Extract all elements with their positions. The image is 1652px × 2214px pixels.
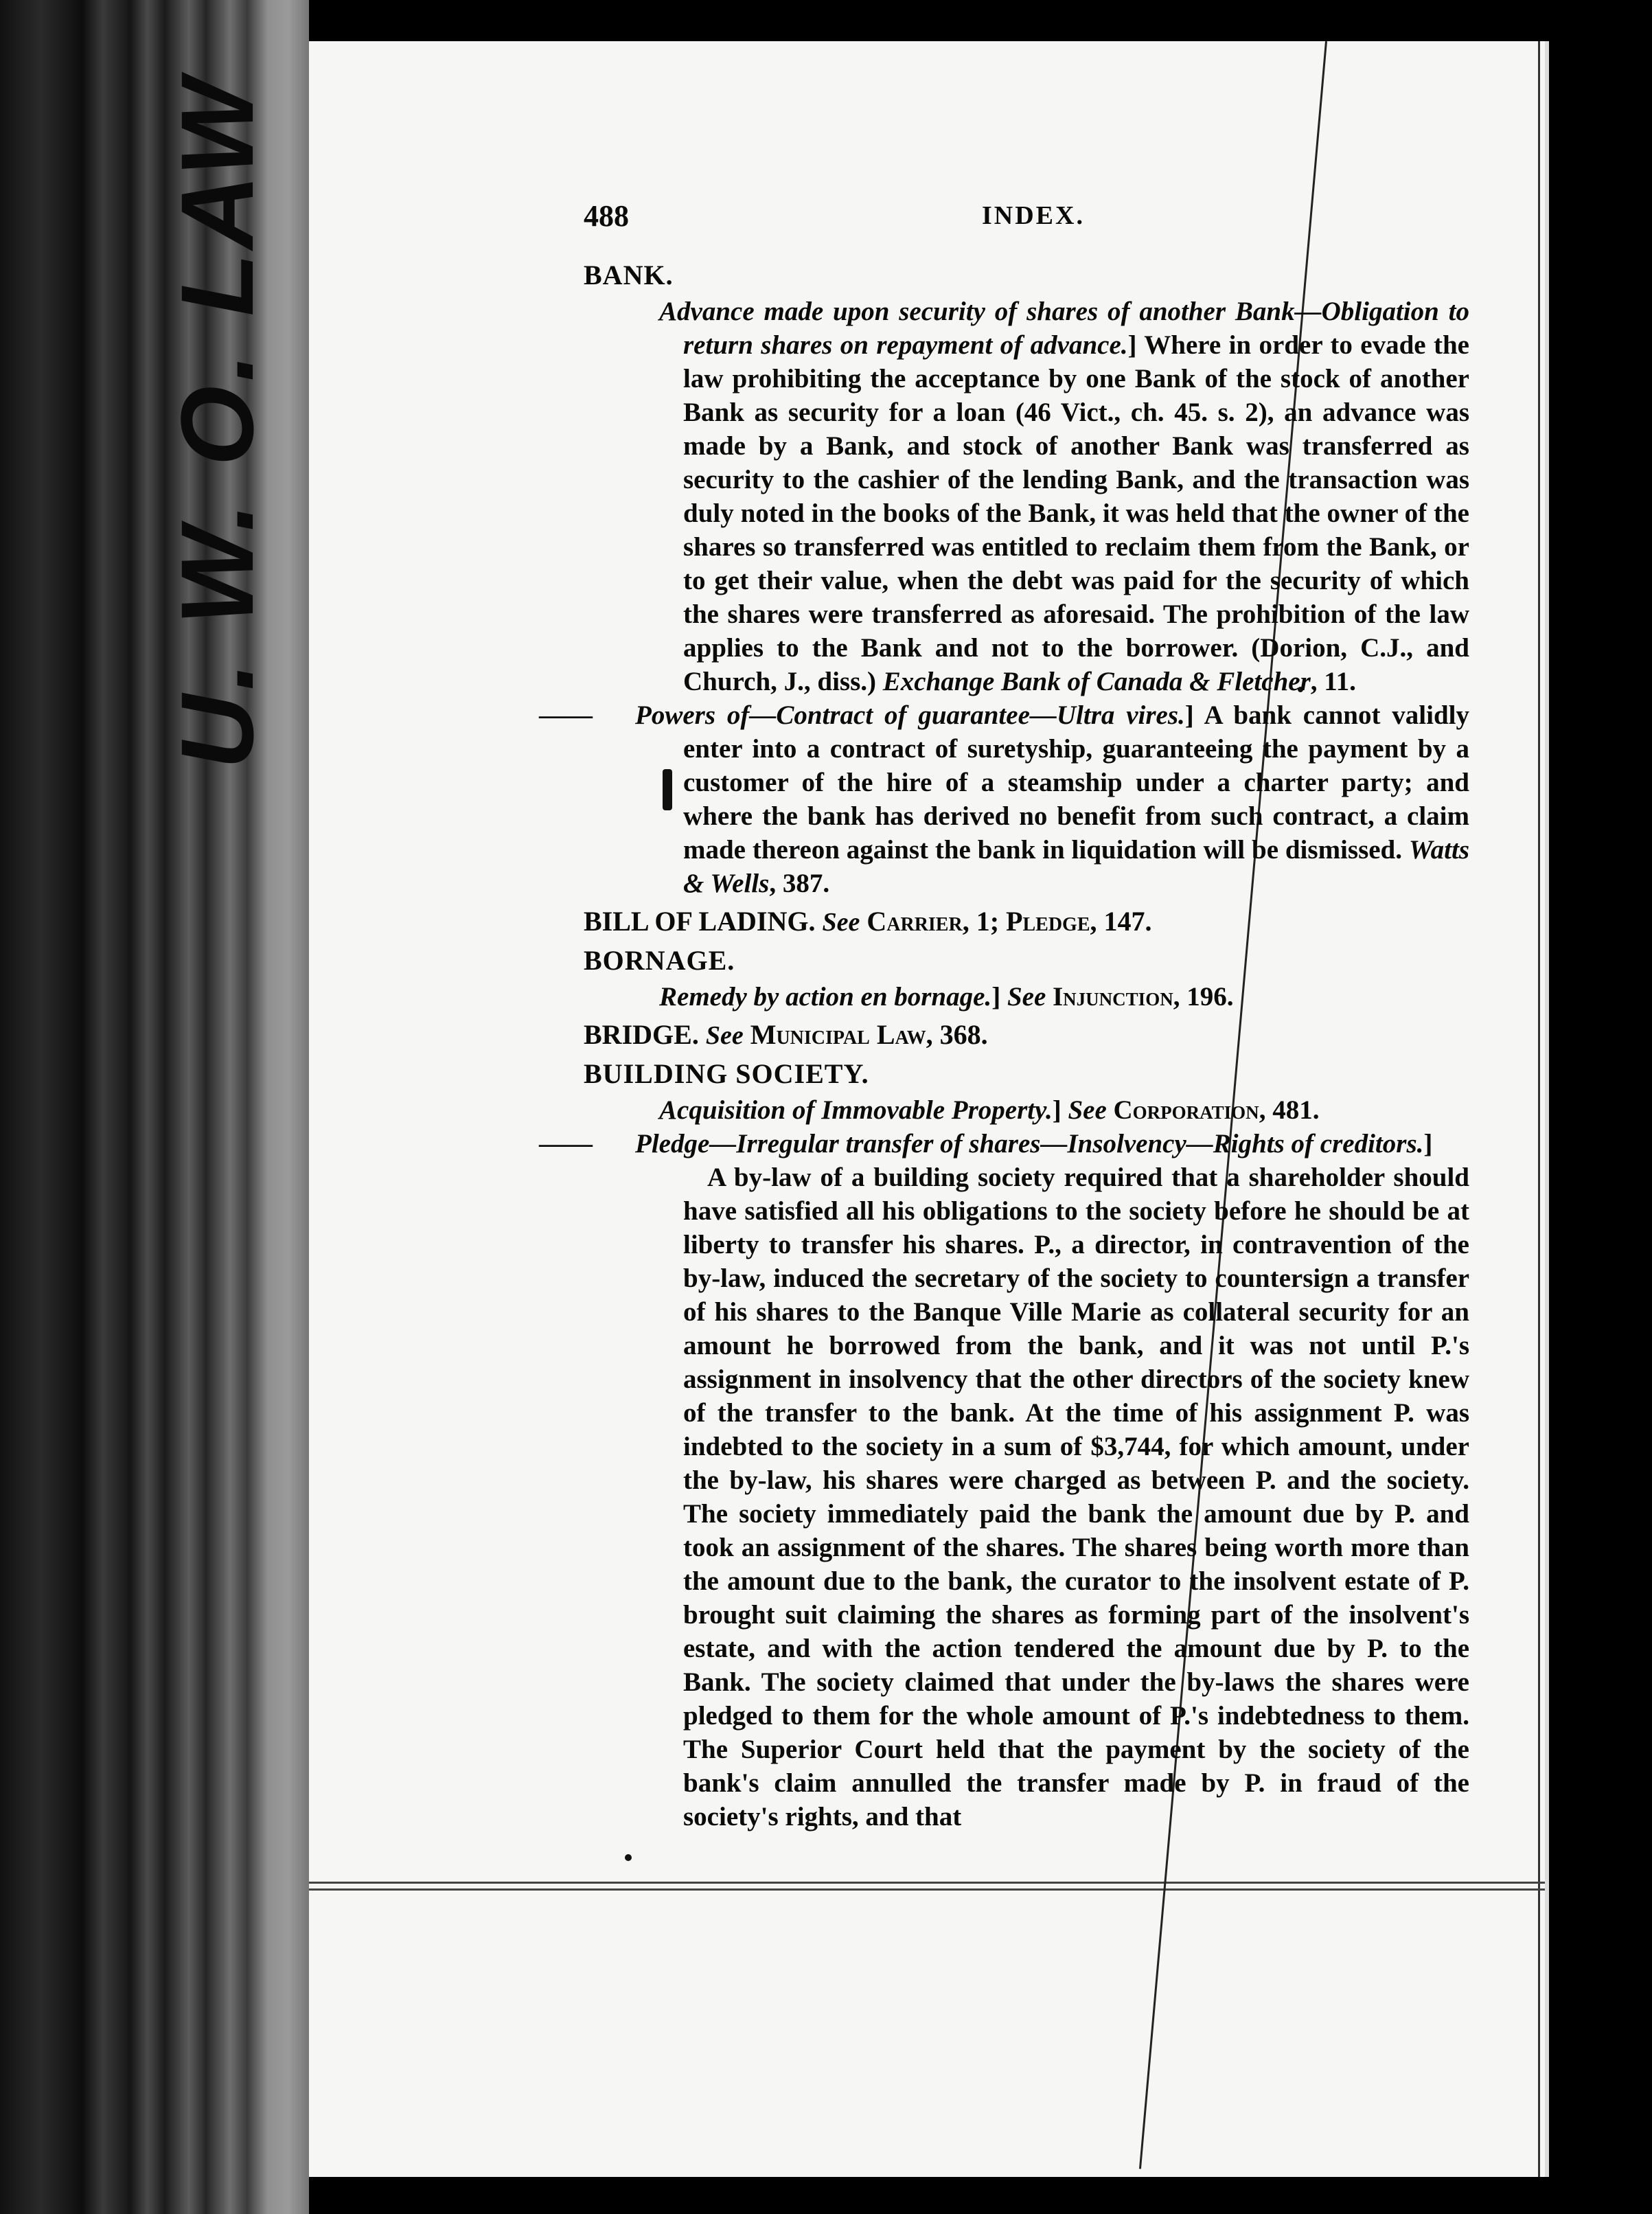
heading-text: BILL OF LADING. xyxy=(584,906,816,937)
repeat-dash: —— xyxy=(539,700,593,730)
cross-ref-page: , 196. xyxy=(1173,982,1234,1012)
cross-ref: Municipal Law xyxy=(750,1019,926,1050)
entry-building-society-pledge xyxy=(539,1127,1469,1834)
see-label: See xyxy=(705,1021,744,1050)
entry-topic: Advance made upon security of shares of another Bank—Obligation to return shares on repayment of advance. xyxy=(659,297,1469,360)
page-edge-line xyxy=(1538,41,1540,2177)
bracket: ] xyxy=(1052,1095,1062,1125)
see-label: See xyxy=(1007,982,1046,1012)
entry-building-society-immovable xyxy=(659,1093,1469,1127)
see-label: See xyxy=(1068,1095,1107,1125)
case-page: , 11. xyxy=(1310,667,1356,696)
bracket: ] xyxy=(1127,330,1137,360)
case-name: Exchange Bank of Canada & Fletcher xyxy=(882,667,1311,696)
cross-ref: Injunction xyxy=(1053,982,1173,1012)
bracket: ] xyxy=(991,982,1001,1012)
running-head: INDEX. xyxy=(982,201,1085,230)
index-content xyxy=(539,199,1470,1834)
cross-ref-page: , 481. xyxy=(1259,1095,1320,1125)
entry-topic: Acquisition of Immovable Property. xyxy=(659,1095,1053,1125)
cross-ref-page: , 147. xyxy=(1090,906,1152,937)
entry-topic: Pledge—Irregular transfer of shares—Insolvency—Rights of creditors. xyxy=(635,1129,1424,1159)
heading-bornage: BORNAGE. xyxy=(584,945,735,976)
bracket: ] xyxy=(1423,1129,1433,1159)
library-stamp: U. W. O. LAW xyxy=(159,75,275,769)
ink-speck xyxy=(625,1854,632,1861)
cross-ref: Corporation xyxy=(1113,1095,1259,1125)
cross-ref: Carrier xyxy=(867,906,963,937)
entry-body: A bank cannot validly enter into a contract of suretyship, guaranteeing the payment by a customer of the hire of a steamship under a charter party; and where the bank has derived no benefit from such contract, a claim made thereon against the bank in liquidation will be dismissed. xyxy=(683,700,1469,865)
entry-body: Where in order to evade the law prohibiting the acceptance by one Bank of the stock of another Bank as security for a loan (46 Vict., ch. 45. s. 2), an advance was made by a Bank, and stock of another Bank was transferred as security to the cashier of the lending Bank, and the transaction was duly noted in the books of the Bank, it was held that the owner of the shares so transferred was entitled to reclaim them from the Bank, or to get their value, when the debt was paid for the security of which the shares were transferred as aforesaid. The prohibition of the law applies to the Bank and not to the borrower. (Dorion, C.J., and Church, J., diss.) xyxy=(683,330,1469,696)
page xyxy=(309,41,1549,2177)
entry-bank-powers xyxy=(539,698,1470,900)
cross-ref: Pledge xyxy=(1006,906,1090,937)
entry-topic: Powers of—Contract of guarantee—Ultra vires. xyxy=(635,700,1185,730)
scan-line xyxy=(309,1888,1545,1891)
see-label: See xyxy=(822,908,860,937)
entry-bank-advance xyxy=(659,295,1469,698)
heading-text: BRIDGE. xyxy=(584,1019,699,1050)
page-number: 488 xyxy=(584,199,629,233)
cross-ref-page: , 368. xyxy=(926,1019,988,1050)
scan-line xyxy=(309,1882,1545,1884)
entry-topic: Remedy by action en bornage. xyxy=(659,982,992,1012)
heading-bank: BANK. xyxy=(584,260,674,290)
case-name: Watts & Wells xyxy=(683,835,1470,898)
heading-bill-of-lading xyxy=(584,904,1469,939)
entry-bornage xyxy=(659,980,1469,1014)
entry-body: A by-law of a building society required that a shareholder should have satisfied all his obligations to the society before he should be at liberty to transfer his shares. P., a director, in contravention of the by-law, induced the secretary of the society to countersign a transfer of his shares to the Banque Ville Marie as collateral security for an amount he borrowed from the bank, and it was not until P.'s assignment in insolvency that the other directors of the society knew of the transfer to the bank. At the time of his assignment P. was indebted to the society in a sum of $3,744, for which amount, under the by-law, his shares were charged as between P. and the society. The society immediately paid the bank the amount due by P. and took an assignment of the shares. The shares being worth more than the amount due to the bank, the curator to the insolvent estate of P. brought suit claiming the shares as forming part of the insolvent's estate, and with the action tendered the amount due by P. to the Bank. The society claimed that under the by-laws the shares were pledged to them for the whole amount of P.'s indebtedness to them. The Superior Court held that the payment by the society of the bank's claim annulled the transfer made by P. in fraud of the society's rights, and that xyxy=(683,1163,1469,1831)
page-header xyxy=(584,199,1469,254)
repeat-dash: —— xyxy=(539,1129,593,1159)
cross-ref-page: , 1; xyxy=(962,906,1000,937)
case-page: , 387. xyxy=(769,869,830,898)
bracket: ] xyxy=(1184,700,1194,730)
heading-bridge xyxy=(584,1018,1469,1053)
heading-building-society: BUILDING SOCIETY. xyxy=(584,1058,869,1089)
